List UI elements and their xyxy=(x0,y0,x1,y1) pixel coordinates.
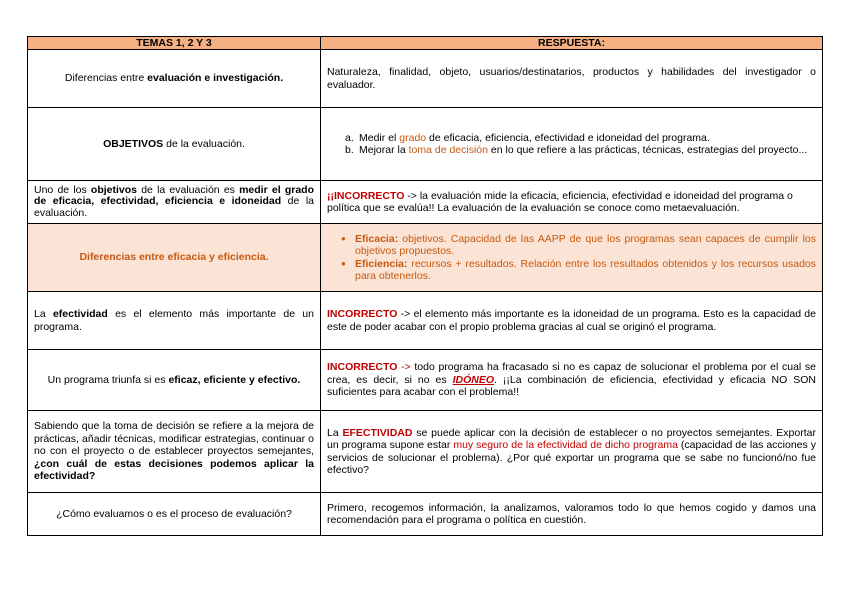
list-item-text: Medir el grado de eficacia, eficiencia, efectividad e idoneidad del programa. xyxy=(359,131,710,144)
answer-cell: Primero, recogemos información, la analizamos, valoramos todo lo que hemos cogido y damos una recomendación para el programa o política en cuestión. xyxy=(321,493,823,536)
question-text: de la evaluación. xyxy=(163,137,245,150)
incorrect-label: ¡¡INCORRECTO xyxy=(327,189,405,202)
answer-cell: ¡¡INCORRECTO -> la evaluación mide la eficacia, eficiencia, efectividad e idoneidad del programa o política que se evalúa!! La evaluación de la evaluación se conoce como metaevaluación. xyxy=(321,181,823,224)
header-answer: RESPUESTA: xyxy=(321,37,823,50)
question-cell: Uno de los objetivos de la evaluación es medir el grado de eficacia, efectividad, eficiencia e idoneidad de la evaluación. xyxy=(28,181,321,224)
highlight-text: grado xyxy=(399,131,427,144)
highlight-text: EFECTIVIDAD xyxy=(342,426,413,439)
list-marker: a. xyxy=(345,131,354,144)
question-cell: Sabiendo que la toma de decisión se refiere a la mejora de prácticas, añadir técnicas, modificar estrategias, continuar o no con el proyecto o de establecer proyectos semejantes, ¿con cuál de estas decisiones podemos aplicar la efectividad? xyxy=(28,411,321,493)
list-item xyxy=(327,144,816,157)
question-text: Diferencias entre xyxy=(64,72,148,85)
answer-cell: Naturaleza, finalidad, objeto, usuarios/destinatarios, productos y habilidades del investigador o evaluador. xyxy=(321,50,823,108)
idoneo-highlight: IDÓNEO xyxy=(452,373,494,386)
bullet-list xyxy=(327,233,816,283)
table-row xyxy=(28,411,823,493)
incorrect-label: INCORRECTO xyxy=(327,308,398,320)
table-row xyxy=(28,493,823,536)
question-bold: OBJETIVOS xyxy=(103,137,164,150)
question-cell xyxy=(28,50,321,108)
highlight-text: toma de decisión xyxy=(408,144,488,156)
highlight-text: muy seguro de la efectividad de dicho programa xyxy=(453,439,678,451)
list-item: ● Eficiencia: recursos + resultados. Relación entre los resultados obtenidos y los recursos usados para obtenerlos. xyxy=(355,258,816,283)
table-row xyxy=(28,224,823,292)
answer-cell xyxy=(321,108,823,181)
table-row xyxy=(28,292,823,350)
question-bold: Diferencias entre eficacia y eficiencia. xyxy=(79,251,269,264)
incorrect-label: INCORRECTO xyxy=(327,361,398,374)
question-cell xyxy=(28,108,321,181)
header-topics: TEMAS 1, 2 Y 3 xyxy=(28,37,321,50)
table-row xyxy=(28,50,823,108)
list-item-text: Mejorar la toma de decisión en lo que refiere a las prácticas, técnicas, estrategias del proyecto... xyxy=(359,144,808,156)
answer-cell: INCORRECTO -> el elemento más importante es la idoneidad de un programa. Esto es la capacidad de este de poder acabar con el propio problema gracias al cual se originó el programa. xyxy=(321,292,823,350)
list-marker: b. xyxy=(345,144,354,156)
question-bold: evaluación e investigación. xyxy=(147,72,284,85)
list-item: ● Eficacia: objetivos. Capacidad de las AAPP de que los programas sean capaces de cumplir los objetivos propuestos. xyxy=(355,233,816,258)
table-header-row xyxy=(28,37,823,50)
answer-cell: La EFECTIVIDAD se puede aplicar con la decisión de establecer o no proyectos semejantes. Exportar un programa supone estar muy seguro de la efectividad de dicho programa (capacidad de las acciones y servicios de solucionar el problema). ¿Por qué exportar un programa que se sabe no funcionó/no fue efectivo? xyxy=(321,411,823,493)
answer-cell: INCORRECTO -> todo programa ha fracasado si no es capaz de solucionar el problema por el cual se crea, es decir, si no es IDÓNEO. ¡¡La combinación de eficiencia, efectividad y eficacia NO SON suficientes para acabar con el problema!! xyxy=(321,350,823,411)
question-cell xyxy=(28,224,321,292)
evaluation-table xyxy=(27,36,823,536)
question-cell: ¿Cómo evaluamos o es el proceso de evaluación? xyxy=(28,493,321,536)
question-cell: La efectividad es el elemento más importante de un programa. xyxy=(28,292,321,350)
table-row xyxy=(28,108,823,181)
table-row xyxy=(28,181,823,224)
question-cell: Un programa triunfa si es eficaz, eficiente y efectivo. xyxy=(28,350,321,411)
answer-cell xyxy=(321,224,823,292)
table-row xyxy=(28,350,823,411)
list-item xyxy=(327,132,816,145)
